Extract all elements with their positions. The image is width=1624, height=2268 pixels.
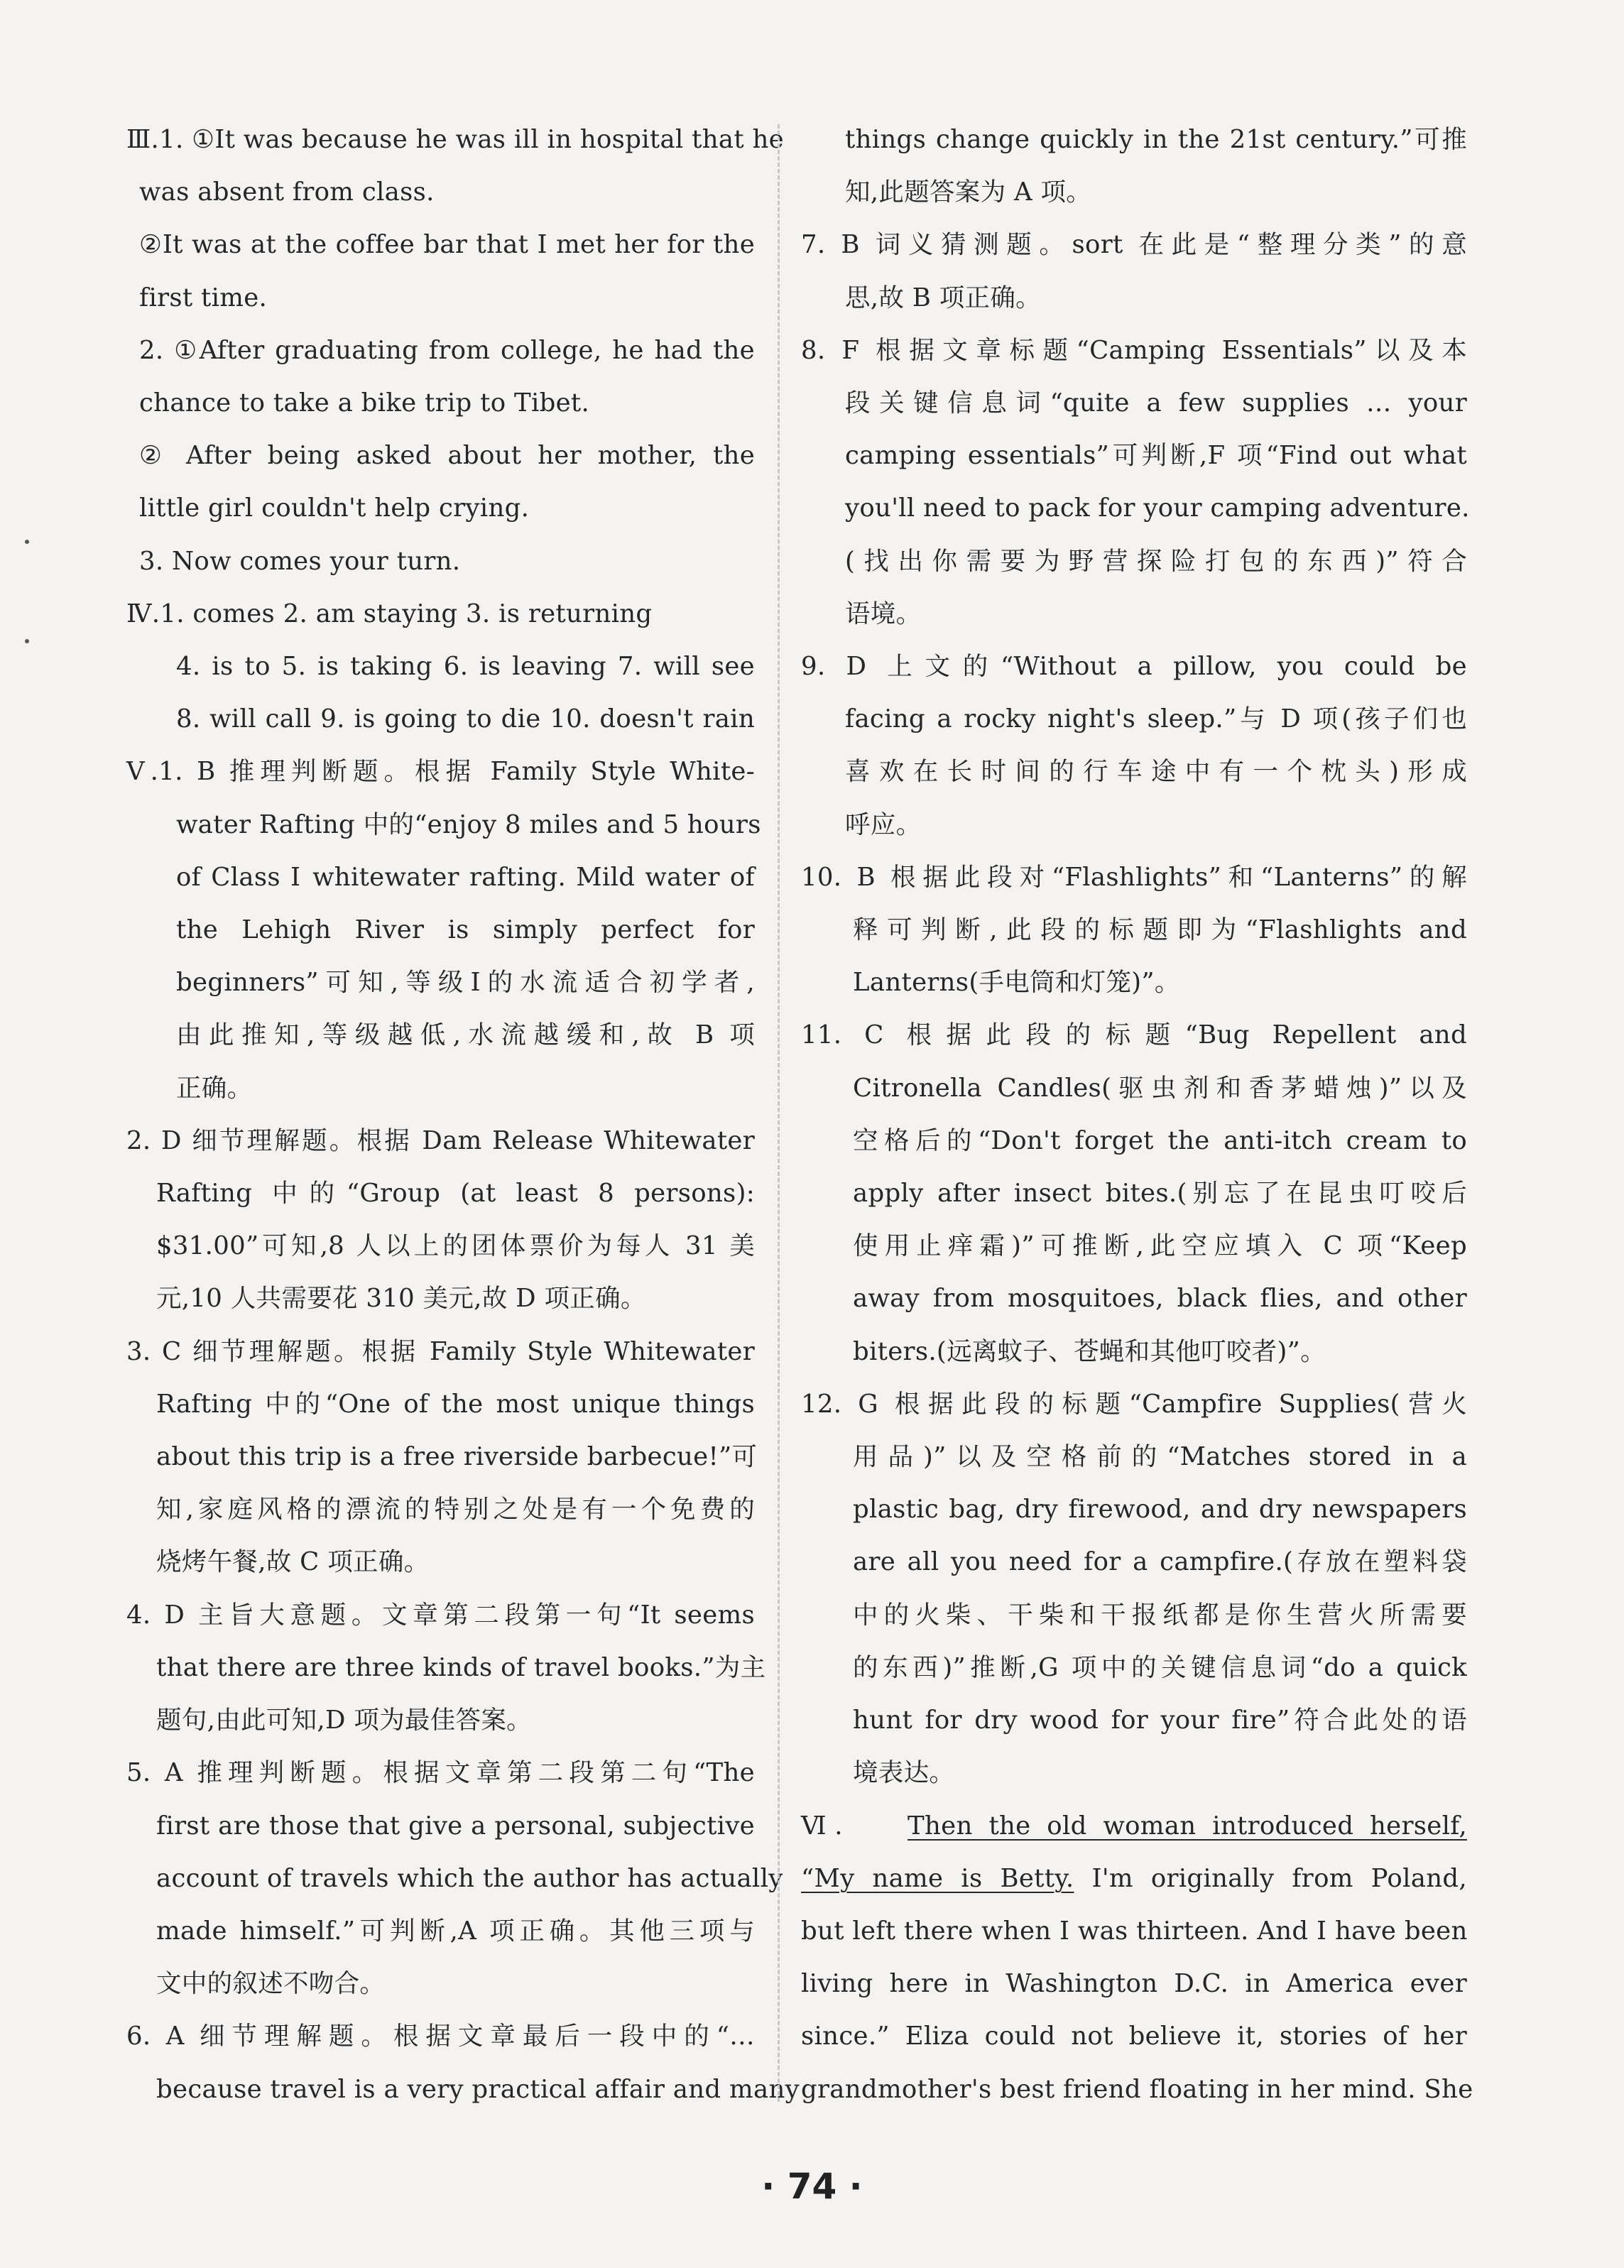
- text-line: 3. Now comes your turn.: [139, 546, 461, 576]
- text-line: made himself.”可判断,A 项正确。其他三项与: [156, 1916, 755, 1946]
- text-line: 由此推知,等级越低,水流越缓和,故 B 项: [176, 1020, 755, 1050]
- text-line: that there are three kinds of travel books.”为主: [156, 1652, 766, 1682]
- text-line: 呼应。: [845, 809, 922, 839]
- text-line: you'll need to pack for your camping adventure.: [845, 494, 1470, 523]
- text-line: first time.: [139, 283, 268, 312]
- text-line: little girl couldn't help crying.: [139, 494, 530, 523]
- text-line: away from mosquitoes, black flies, and other: [853, 1284, 1467, 1314]
- text-line: apply after insect bites.(别忘了在昆虫叮咬后: [853, 1179, 1467, 1209]
- margin-mark: [25, 639, 29, 643]
- text-line: Citronella Candles(驱虫剂和香茅蜡烛)”以及: [853, 1073, 1467, 1103]
- text-line: 6. A 细节理解题。根据文章最后一段中的“…: [126, 2022, 755, 2051]
- text-line: (找出你需要为野营探险打包的东西)”符合: [845, 546, 1467, 576]
- underlined-sentence-1: Then the old woman introduced herself,: [908, 1811, 1468, 1841]
- text-line: things change quickly in the 21st century.”可推: [845, 125, 1467, 154]
- text-line: 12. G 根据此段的标题“Campfire Supplies(营火: [801, 1389, 1467, 1419]
- text-line: 空格后的“Don't forget the anti-itch cream to: [853, 1125, 1467, 1155]
- text-line: 4. D 主旨大意题。文章第二段第一句“It seems: [126, 1600, 755, 1630]
- text-line: living here in Washington D.C. in America ever: [801, 1969, 1467, 1999]
- margin-mark: [25, 540, 29, 544]
- section6-label: Ⅵ.: [801, 1811, 843, 1841]
- text-line: Ⅳ.1. comes 2. am staying 3. is returning: [126, 599, 653, 628]
- text-line: was absent from class.: [139, 178, 435, 207]
- text-line: the Lehigh River is simply perfect for: [176, 915, 755, 945]
- text-line: 喜欢在长时间的行车途中有一个枕头)形成: [845, 757, 1467, 787]
- page-number: · 74 ·: [761, 2166, 863, 2207]
- text-line: chance to take a bike trip to Tibet.: [139, 388, 590, 418]
- text-line: Rafting 中的“One of the most unique things: [156, 1389, 755, 1419]
- text-line: hunt for dry wood for your fire”符合此处的语: [853, 1706, 1467, 1735]
- text-line: 2. ①After graduating from college, he had the: [139, 335, 755, 365]
- text-line: Ⅲ.1. ①It was because he was ill in hospital that he: [126, 125, 784, 154]
- section6-line-2-rest: I'm originally from Poland,: [1074, 1863, 1467, 1893]
- underlined-sentence-2: “My name is Betty.: [801, 1863, 1074, 1893]
- text-line: 2. D 细节理解题。根据 Dam Release Whitewater: [126, 1125, 755, 1155]
- text-line: because travel is a very practical affair and many: [156, 2074, 800, 2104]
- text-line: Ⅴ.1. B 推理判断题。根据 Family Style White-: [126, 757, 755, 787]
- text-line: ②It was at the coffee bar that I met her for the: [139, 230, 755, 260]
- section6-line-2: [801, 1853, 1467, 1905]
- text-line: ② After being asked about her mother, the: [139, 441, 755, 471]
- text-line: first are those that give a personal, subjective: [156, 1811, 755, 1841]
- text-line: 元,10 人共需要花 310 美元,故 D 项正确。: [156, 1284, 646, 1314]
- text-line: 烧烤午餐,故 C 项正确。: [156, 1547, 430, 1577]
- text-line: are all you need for a campfire.(存放在塑料袋: [853, 1547, 1467, 1577]
- text-line: 7. B 词义猜测题。sort 在此是“整理分类”的意: [801, 230, 1467, 260]
- text-line: 用品)”以及空格前的“Matches stored in a: [853, 1442, 1467, 1472]
- right-column: [801, 114, 1473, 2116]
- text-line: 11. C 根据此段的标题“Bug Repellent and: [801, 1020, 1467, 1050]
- text-line: 段关键信息词“quite a few supplies … your: [845, 388, 1467, 418]
- column-divider: [778, 124, 780, 2102]
- text-line: 4. is to 5. is taking 6. is leaving 7. will see: [176, 652, 755, 682]
- text-line: Lanterns(手电筒和灯笼)”。: [853, 968, 1180, 998]
- text-line: 8. F 根据文章标题“Camping Essentials”以及本: [801, 335, 1467, 365]
- text-line: 8. will call 9. is going to die 10. doesn't rain: [176, 704, 755, 734]
- text-line: grandmother's best friend floating in her mind. She: [801, 2074, 1473, 2104]
- text-line: 使用止痒霜)”可推断,此空应填入 C 项“Keep: [853, 1231, 1467, 1261]
- left-column: [126, 114, 800, 2116]
- text-line: facing a rocky night's sleep.”与 D 项(孩子们也: [845, 704, 1467, 734]
- text-line: camping essentials”可判断,F 项“Find out what: [845, 441, 1467, 471]
- text-line: account of travels which the author has actually: [156, 1863, 783, 1893]
- text-line: but left there when I was thirteen. And I have been: [801, 1916, 1468, 1946]
- text-line: 释可判断,此段的标题即为“Flashlights and: [853, 915, 1467, 945]
- text-line: Rafting 中的“Group (at least 8 persons):: [156, 1179, 755, 1209]
- text-line: 知,此题答案为 A 项。: [845, 178, 1092, 207]
- text-line: 5. A 推理判断题。根据文章第二段第二句“The: [126, 1758, 755, 1788]
- text-line: about this trip is a free riverside barbecue!”可: [156, 1442, 758, 1472]
- text-line: 10. B 根据此段对“Flashlights”和“Lanterns”的解: [801, 862, 1467, 892]
- text-line: 知,家庭风格的漂流的特别之处是有一个免费的: [156, 1495, 755, 1525]
- text-line: 思,故 B 项正确。: [845, 283, 1041, 312]
- text-line: 境表达。: [853, 1758, 955, 1788]
- text-line: 3. C 细节理解题。根据 Family Style Whitewater: [126, 1336, 755, 1366]
- text-line: 文中的叙述不吻合。: [156, 1969, 386, 1999]
- text-line: biters.(远离蚊子、苍蝇和其他叮咬者)”。: [853, 1336, 1326, 1366]
- section6-line-1: [801, 1800, 1467, 1853]
- text-line: plastic bag, dry firewood, and dry newspapers: [853, 1495, 1467, 1525]
- text-line: water Rafting 中的“enjoy 8 miles and 5 hours: [176, 809, 761, 839]
- text-line: of Class Ⅰ whitewater rafting. Mild water of: [176, 862, 755, 892]
- text-line: 的东西)”推断,G 项中的关键信息词“do a quick: [853, 1652, 1467, 1682]
- text-line: 题句,由此可知,D 项为最佳答案。: [156, 1706, 532, 1735]
- text-line: beginners”可知,等级Ⅰ的水流适合初学者,: [176, 968, 755, 998]
- text-line: 中的火柴、干柴和干报纸都是你生营火所需要: [853, 1600, 1467, 1630]
- text-line: $31.00”可知,8 人以上的团体票价为每人 31 美: [156, 1231, 755, 1261]
- text-line: 语境。: [845, 599, 922, 628]
- text-line: 正确。: [176, 1073, 253, 1103]
- text-line: since.” Eliza could not believe it, stories of her: [801, 2022, 1467, 2051]
- text-line: 9. D 上文的“Without a pillow, you could be: [801, 652, 1467, 682]
